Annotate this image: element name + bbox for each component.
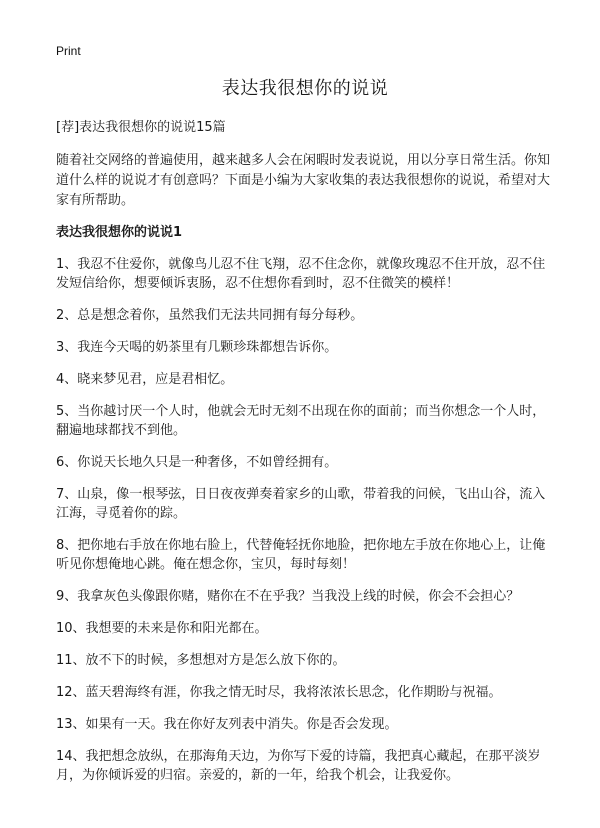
list-item: 13、如果有一天。我在你好友列表中消失。你是否会发现。 xyxy=(56,717,398,732)
list-item: 14、我把想念放纵，在那海角天边，为你写下爱的诗篇，我把真心藏起，在那平淡岁月，为你倾诉爱的归宿。亲爱的，新的一年，给我个机会，让我爱你。 xyxy=(56,749,541,783)
list-item: 8、把你地右手放在你地右脸上，代替俺轻抚你地脸，把你地左手放在你地心上，让俺听见你想俺地心跳。俺在想念你，宝贝，每时每刻！ xyxy=(56,538,546,572)
list-item: 1、我忍不住爱你，就像鸟儿忍不住飞翔，忍不住念你，就像玫瑰忍不住开放，忍不住发短信给你，想要倾诉衷肠，忍不住想你看到时，忍不住微笑的模样！ xyxy=(56,257,546,291)
subtitle: [荐]表达我很想你的说说15篇 xyxy=(56,120,226,135)
list-item: 3、我连今天喝的奶茶里有几颗珍珠都想告诉你。 xyxy=(56,340,338,355)
intro-paragraph: 随着社交网络的普遍使用，越来越多人会在闲暇时发表说说，用以分享日常生活。你知道什么样的说说才有创意吗？下面是小编为大家收集的表达我很想你的说说，希望对大家有所帮助。 xyxy=(56,153,551,208)
list-item: 5、当你越讨厌一个人时，他就会无时无刻不出现在你的面前；而当你想念一个人时，翻遍地球都找不到他。 xyxy=(56,404,546,438)
list-item: 6、你说天长地久只是一种奢侈，不如曾经拥有。 xyxy=(56,455,338,470)
section-heading: 表达我很想你的说说1 xyxy=(56,225,183,240)
item-list xyxy=(56,255,554,785)
print-link[interactable]: Print xyxy=(56,44,81,58)
list-item: 7、山泉，像一根琴弦，日日夜夜弹奏着家乡的山歌，带着我的问候，飞出山谷，流入江海，寻觅着你的踪。 xyxy=(56,487,546,521)
page-title: 表达我很想你的说说 xyxy=(221,78,389,99)
list-item: 4、晓来梦见君，应是君相忆。 xyxy=(56,372,234,387)
list-item: 2、总是想念着你，虽然我们无法共同拥有每分每秒。 xyxy=(56,308,364,323)
list-item: 12、蓝天碧海终有涯，你我之情无时尽，我将浓浓长思念，化作期盼与祝福。 xyxy=(56,685,502,700)
list-item: 10、我想要的未来是你和阳光都在。 xyxy=(56,621,268,636)
list-item: 9、我拿灰色头像跟你赌，赌你在不在乎我？当我没上线的时候，你会不会担心？ xyxy=(56,589,520,604)
list-item: 11、放不下的时候，多想想对方是怎么放下你的。 xyxy=(56,653,346,668)
